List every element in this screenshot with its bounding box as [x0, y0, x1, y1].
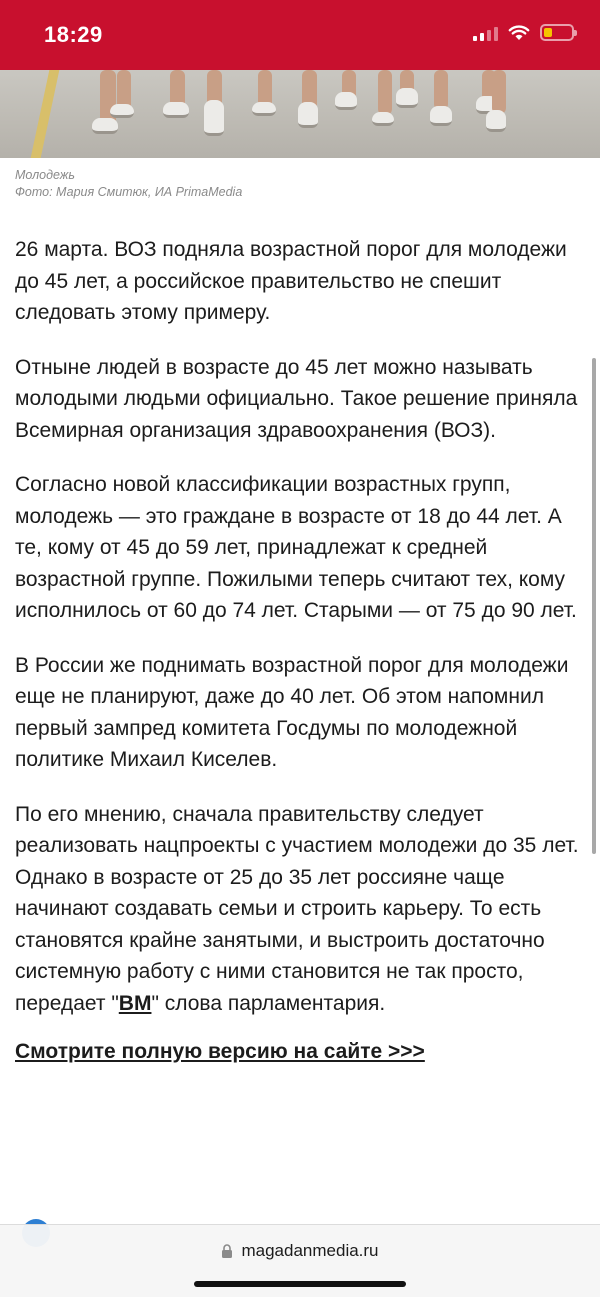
scrollbar-thumb[interactable] [592, 358, 596, 854]
status-icons [473, 24, 574, 41]
article-paragraph-2: Отныне людей в возрасте до 45 лет можно называть молодыми людьми официально. Такое решение приняла Всемирная организация здравоохранения (ВОЗ). [15, 355, 578, 442]
wifi-icon [508, 25, 530, 41]
source-link-vm[interactable]: ВМ [118, 991, 152, 1015]
paragraph-5-tail: " слова парламентария. [151, 991, 386, 1015]
url-text: magadanmedia.ru [241, 1241, 379, 1260]
article-paragraph-3: Согласно новой классификации возрастных групп, молодежь — это граждане в возрасте от 18 до 44 лет. А те, кому от 45 до 59 лет, принадлежат к средней возрастной группе. Пожилыми теперь считают тех, кому исполнилось от 60 до 74 лет. Старыми — от 75 до 90 лет. [15, 473, 577, 622]
home-indicator[interactable] [194, 1281, 406, 1287]
article-paragraph-1: 26 марта. ВОЗ подняла возрастной порог для молодежи до 45 лет, а российское правительство не спешит следовать этому примеру. [15, 238, 567, 324]
status-time: 18:29 [44, 22, 103, 47]
photo-caption [15, 167, 242, 201]
battery-level [544, 28, 552, 37]
battery-icon [540, 24, 574, 41]
lock-icon [221, 1244, 233, 1258]
article-paragraph-5 [15, 799, 589, 1020]
article-body [15, 234, 589, 1064]
status-bar [0, 0, 600, 70]
url-display[interactable] [0, 1241, 600, 1261]
article-photo [0, 70, 600, 158]
full-version-link[interactable]: Смотрите полную версию на сайте >>> [15, 1040, 425, 1063]
browser-address-bar[interactable] [0, 1224, 600, 1297]
article-paragraph-4: В России же поднимать возрастной порог для молодежи еще не планируют, даже до 40 лет. Об этом напомнил первый зампред комитета Госдумы по молодежной политике Михаил Киселев. [15, 653, 569, 771]
photo-caption-title: Молодежь [15, 168, 75, 182]
paragraph-5-text: По его мнению, сначала правительству следует реализовать нацпроекты с участием молодежи до 35 лет. Однако в возрасте от 25 до 35 лет россияне чаще начинают создавать семьи и строить карьеру. То есть становятся крайне занятыми, и выстроить достаточно системную работу с ними становится не так просто, передает " [15, 802, 579, 1015]
cellular-signal-icon [473, 25, 498, 41]
photo-credit: Фото: Мария Смитюк, ИА PrimaMedia [15, 185, 243, 199]
